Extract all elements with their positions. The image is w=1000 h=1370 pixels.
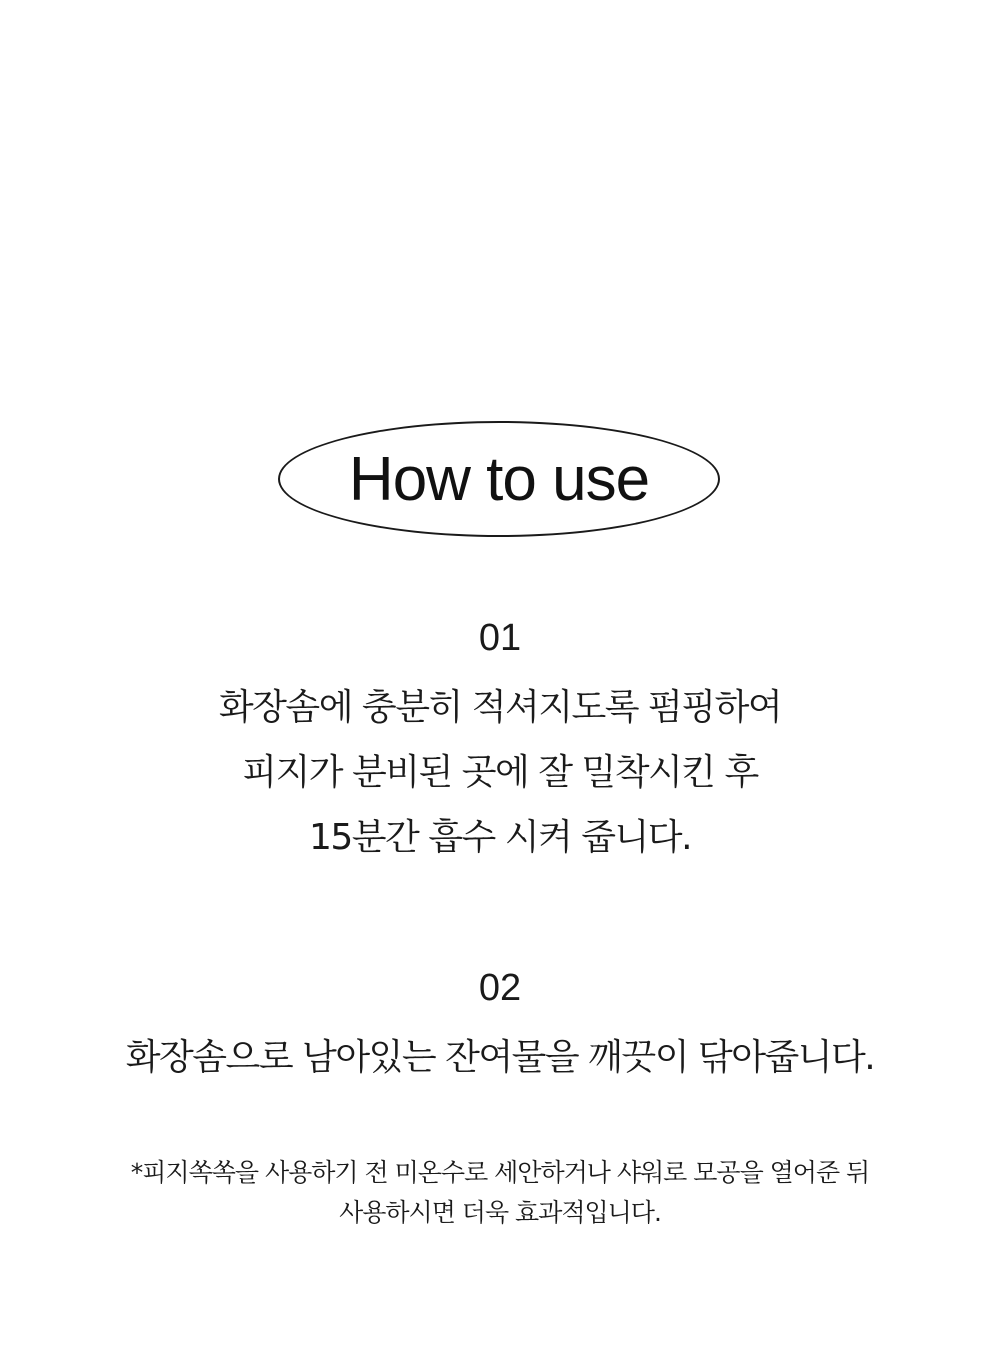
how-to-use-badge bbox=[278, 421, 720, 537]
step-2-number: 02 bbox=[478, 967, 522, 1009]
step-1-number: 01 bbox=[478, 617, 522, 659]
step-1-line-1: 화장솜에 충분히 적셔지도록 펌핑하여 bbox=[218, 687, 782, 728]
step-1-line-2: 피지가 분비된 곳에 잘 밀착시킨 후 bbox=[242, 752, 758, 793]
step-1-line-3: 15분간 흡수 시켜 줍니다. bbox=[308, 817, 692, 858]
usage-note-line-2: 사용하시면 더욱 효과적입니다. bbox=[339, 1198, 661, 1227]
step-2-line-1: 화장솜으로 남아있는 잔여물을 깨끗이 닦아줍니다. bbox=[125, 1037, 875, 1078]
usage-note-line-1: *피지쏙쏙을 사용하기 전 미온수로 세안하거나 샤워로 모공을 열어준 뒤 bbox=[130, 1158, 870, 1187]
section-title: How to use bbox=[348, 445, 650, 514]
